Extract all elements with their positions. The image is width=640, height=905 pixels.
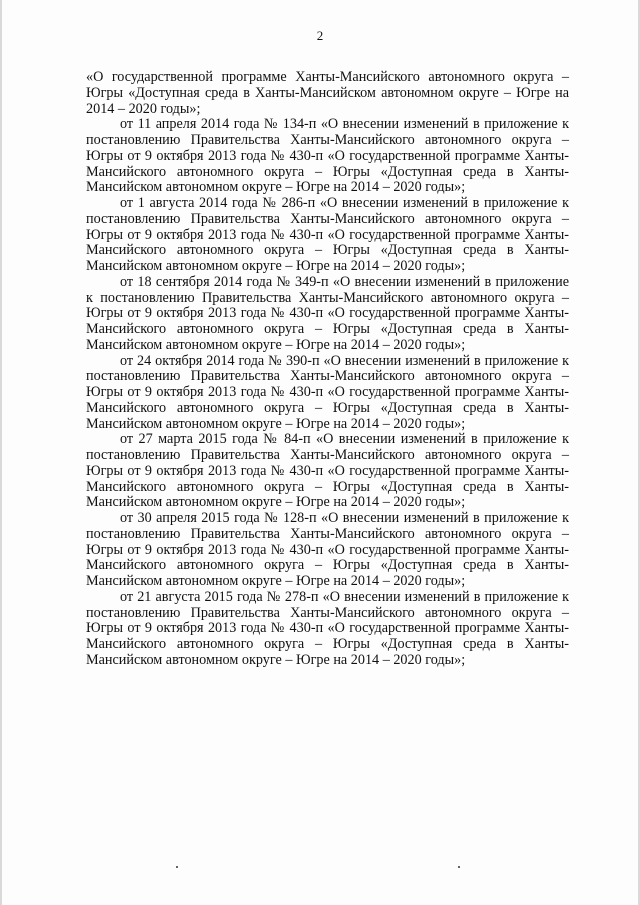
document-body [86, 70, 569, 669]
page-edge-left [0, 0, 2, 905]
paragraph-amendment: от 1 августа 2014 года № 286-п «О внесении изменений в приложение к постановлению Правительства Ханты-Мансийского автономного округа – Югры от 9 октября 2013 года № 430-п «О государственной программе Ханты-Мансийского автономного округа – Югры «Доступная среда в Ханты-Мансийском автономном округе – Югре на 2014 – 2020 годы»; [86, 195, 569, 274]
paragraph-amendment: от 27 марта 2015 года № 84-п «О внесении изменений в приложение к постановлению Правительства Ханты-Мансийского автономного округа – Югры от 9 октября 2013 года № 430-п «О государственной программе Ханты-Мансийского автономного округа – Югры «Доступная среда в Ханты-Мансийском автономном округе – Югре на 2014 – 2020 годы»; [86, 431, 569, 511]
paragraph-continuation: «О государственной программе Ханты-Мансийского автономного округа – Югры «Доступная среда в Ханты-Мансийском автономном округе – Югре на 2014 – 2020 годы»; [86, 69, 569, 117]
paragraph-amendment: от 18 сентября 2014 года № 349-п «О внесении изменений в приложение к постановлению Правительства Ханты-Мансийского автономного округа – Югры от 9 октября 2013 года № 430-п «О государственной программе Ханты-Мансийского автономного округа – Югры «Доступная среда в Ханты-Мансийском автономном округе – Югре на 2014 – 2020 годы»; [86, 273, 569, 353]
paragraph-amendment: от 21 августа 2015 года № 278-п «О внесении изменений в приложение к постановлению Правительства Ханты-Мансийского автономного округа – Югры от 9 октября 2013 года № 430-п «О государственной программе Ханты-Мансийского автономного округа – Югры «Доступная среда в Ханты-Мансийском автономном округе – Югре на 2014 – 2020 годы»; [86, 588, 569, 668]
paragraph-amendment: от 11 апреля 2014 года № 134-п «О внесении изменений в приложение к постановлению Правительства Ханты-Мансийского автономного округа – Югры от 9 октября 2013 года № 430-п «О государственной программе Ханты-Мансийского автономного округа – Югры «Доступная среда в Ханты-Мансийском автономном округе – Югре на 2014 – 2020 годы»; [86, 116, 569, 196]
scan-speck [176, 866, 178, 868]
paragraph-amendment: от 30 апреля 2015 года № 128-п «О внесении изменений в приложение к постановлению Правительства Ханты-Мансийского автономного округа – Югры от 9 октября 2013 года № 430-п «О государственной программе Ханты-Мансийского автономного округа – Югры «Доступная среда в Ханты-Мансийском автономном округе – Югре на 2014 – 2020 годы»; [86, 510, 569, 589]
page-number: 2 [316, 28, 324, 43]
scan-speck [458, 866, 460, 868]
paragraph-amendment: от 24 октября 2014 года № 390-п «О внесении изменений в приложение к постановлению Правительства Ханты-Мансийского автономного округа – Югры от 9 октября 2013 года № 430-п «О государственной программе Ханты-Мансийского автономного округа – Югры «Доступная среда в Ханты-Мансийском автономном округе – Югре на 2014 – 2020 годы»; [86, 352, 569, 432]
